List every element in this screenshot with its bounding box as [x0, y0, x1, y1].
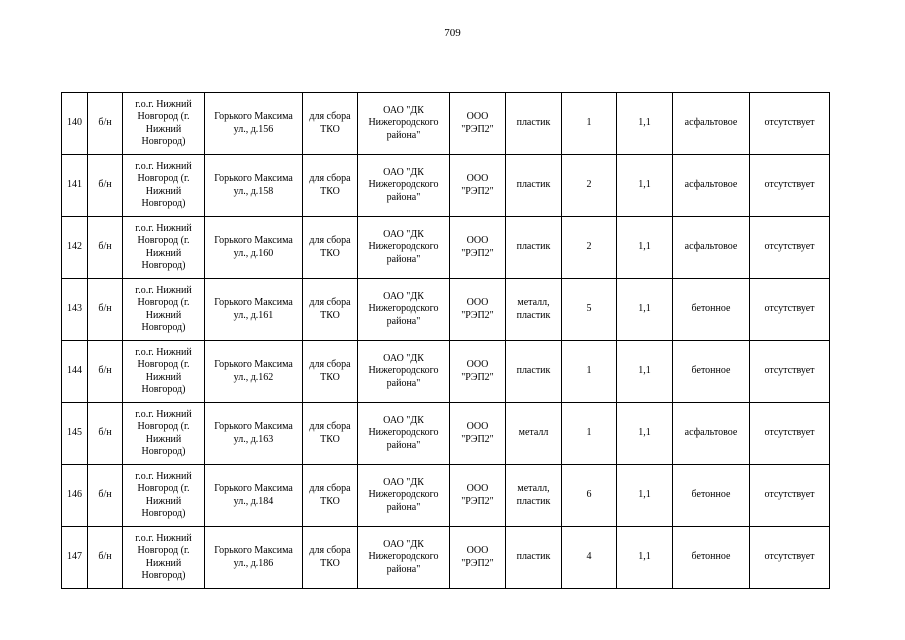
container-count-cell: 1	[562, 93, 617, 155]
container-count-cell: 1	[562, 341, 617, 403]
operator-cell: ООО "РЭП2"	[450, 155, 506, 217]
container-volume-cell: 1,1	[617, 465, 673, 527]
owner-cell: ОАО "ДК Нижегородского района"	[358, 155, 450, 217]
surface-type-cell: бетонное	[673, 341, 750, 403]
row-number-cell: 140	[62, 93, 88, 155]
surface-type-cell: асфальтовое	[673, 93, 750, 155]
container-volume-cell: 1,1	[617, 403, 673, 465]
owner-cell: ОАО "ДК Нижегородского района"	[358, 341, 450, 403]
registry-number-cell: б/н	[88, 155, 123, 217]
operator-cell: ООО "РЭП2"	[450, 217, 506, 279]
municipality-cell: г.о.г. Нижний Новгород (г. Нижний Новгород)	[123, 341, 205, 403]
waste-site-registry-table	[61, 92, 830, 589]
operator-cell: ООО "РЭП2"	[450, 527, 506, 589]
owner-cell: ОАО "ДК Нижегородского района"	[358, 527, 450, 589]
row-number-cell: 144	[62, 341, 88, 403]
owner-cell: ОАО "ДК Нижегородского района"	[358, 217, 450, 279]
row-number-cell: 146	[62, 465, 88, 527]
registry-number-cell: б/н	[88, 217, 123, 279]
fence-cell: отсутствует	[750, 217, 830, 279]
table-row	[62, 93, 830, 155]
address-cell: Горького Максима ул., д.162	[205, 341, 303, 403]
address-cell: Горького Максима ул., д.163	[205, 403, 303, 465]
container-material-cell: пластик	[506, 93, 562, 155]
row-number-cell: 143	[62, 279, 88, 341]
purpose-cell: для сбора ТКО	[303, 155, 358, 217]
page-number: 709	[444, 27, 461, 39]
address-cell: Горького Максима ул., д.161	[205, 279, 303, 341]
purpose-cell: для сбора ТКО	[303, 465, 358, 527]
registry-number-cell: б/н	[88, 465, 123, 527]
purpose-cell: для сбора ТКО	[303, 403, 358, 465]
address-cell: Горького Максима ул., д.158	[205, 155, 303, 217]
container-count-cell: 4	[562, 527, 617, 589]
container-volume-cell: 1,1	[617, 279, 673, 341]
operator-cell: ООО "РЭП2"	[450, 279, 506, 341]
table-row	[62, 527, 830, 589]
surface-type-cell: бетонное	[673, 527, 750, 589]
registry-number-cell: б/н	[88, 279, 123, 341]
container-material-cell: пластик	[506, 217, 562, 279]
municipality-cell: г.о.г. Нижний Новгород (г. Нижний Новгород)	[123, 465, 205, 527]
purpose-cell: для сбора ТКО	[303, 93, 358, 155]
fence-cell: отсутствует	[750, 279, 830, 341]
container-material-cell: металл	[506, 403, 562, 465]
fence-cell: отсутствует	[750, 403, 830, 465]
table-body	[62, 93, 830, 589]
container-count-cell: 2	[562, 155, 617, 217]
purpose-cell: для сбора ТКО	[303, 527, 358, 589]
municipality-cell: г.о.г. Нижний Новгород (г. Нижний Новгород)	[123, 217, 205, 279]
table-row	[62, 155, 830, 217]
fence-cell: отсутствует	[750, 527, 830, 589]
table-row	[62, 279, 830, 341]
registry-number-cell: б/н	[88, 93, 123, 155]
table-row	[62, 403, 830, 465]
surface-type-cell: асфальтовое	[673, 217, 750, 279]
container-volume-cell: 1,1	[617, 93, 673, 155]
owner-cell: ОАО "ДК Нижегородского района"	[358, 465, 450, 527]
purpose-cell: для сбора ТКО	[303, 279, 358, 341]
municipality-cell: г.о.г. Нижний Новгород (г. Нижний Новгород)	[123, 93, 205, 155]
table-row	[62, 465, 830, 527]
address-cell: Горького Максима ул., д.184	[205, 465, 303, 527]
container-volume-cell: 1,1	[617, 155, 673, 217]
table-row	[62, 341, 830, 403]
container-count-cell: 2	[562, 217, 617, 279]
container-material-cell: пластик	[506, 155, 562, 217]
container-material-cell: пластик	[506, 341, 562, 403]
container-volume-cell: 1,1	[617, 341, 673, 403]
address-cell: Горького Максима ул., д.156	[205, 93, 303, 155]
owner-cell: ОАО "ДК Нижегородского района"	[358, 279, 450, 341]
container-count-cell: 6	[562, 465, 617, 527]
municipality-cell: г.о.г. Нижний Новгород (г. Нижний Новгород)	[123, 155, 205, 217]
operator-cell: ООО "РЭП2"	[450, 341, 506, 403]
row-number-cell: 145	[62, 403, 88, 465]
row-number-cell: 141	[62, 155, 88, 217]
address-cell: Горького Максима ул., д.160	[205, 217, 303, 279]
container-count-cell: 1	[562, 403, 617, 465]
municipality-cell: г.о.г. Нижний Новгород (г. Нижний Новгород)	[123, 527, 205, 589]
municipality-cell: г.о.г. Нижний Новгород (г. Нижний Новгород)	[123, 403, 205, 465]
municipality-cell: г.о.г. Нижний Новгород (г. Нижний Новгород)	[123, 279, 205, 341]
fence-cell: отсутствует	[750, 341, 830, 403]
purpose-cell: для сбора ТКО	[303, 217, 358, 279]
container-material-cell: металл, пластик	[506, 465, 562, 527]
row-number-cell: 147	[62, 527, 88, 589]
container-material-cell: пластик	[506, 527, 562, 589]
surface-type-cell: бетонное	[673, 279, 750, 341]
owner-cell: ОАО "ДК Нижегородского района"	[358, 93, 450, 155]
address-cell: Горького Максима ул., д.186	[205, 527, 303, 589]
container-volume-cell: 1,1	[617, 527, 673, 589]
owner-cell: ОАО "ДК Нижегородского района"	[358, 403, 450, 465]
fence-cell: отсутствует	[750, 93, 830, 155]
registry-number-cell: б/н	[88, 403, 123, 465]
operator-cell: ООО "РЭП2"	[450, 465, 506, 527]
fence-cell: отсутствует	[750, 465, 830, 527]
container-count-cell: 5	[562, 279, 617, 341]
table-row	[62, 217, 830, 279]
surface-type-cell: асфальтовое	[673, 403, 750, 465]
fence-cell: отсутствует	[750, 155, 830, 217]
row-number-cell: 142	[62, 217, 88, 279]
container-volume-cell: 1,1	[617, 217, 673, 279]
operator-cell: ООО "РЭП2"	[450, 93, 506, 155]
registry-number-cell: б/н	[88, 341, 123, 403]
surface-type-cell: асфальтовое	[673, 155, 750, 217]
purpose-cell: для сбора ТКО	[303, 341, 358, 403]
operator-cell: ООО "РЭП2"	[450, 403, 506, 465]
registry-number-cell: б/н	[88, 527, 123, 589]
surface-type-cell: бетонное	[673, 465, 750, 527]
container-material-cell: металл, пластик	[506, 279, 562, 341]
